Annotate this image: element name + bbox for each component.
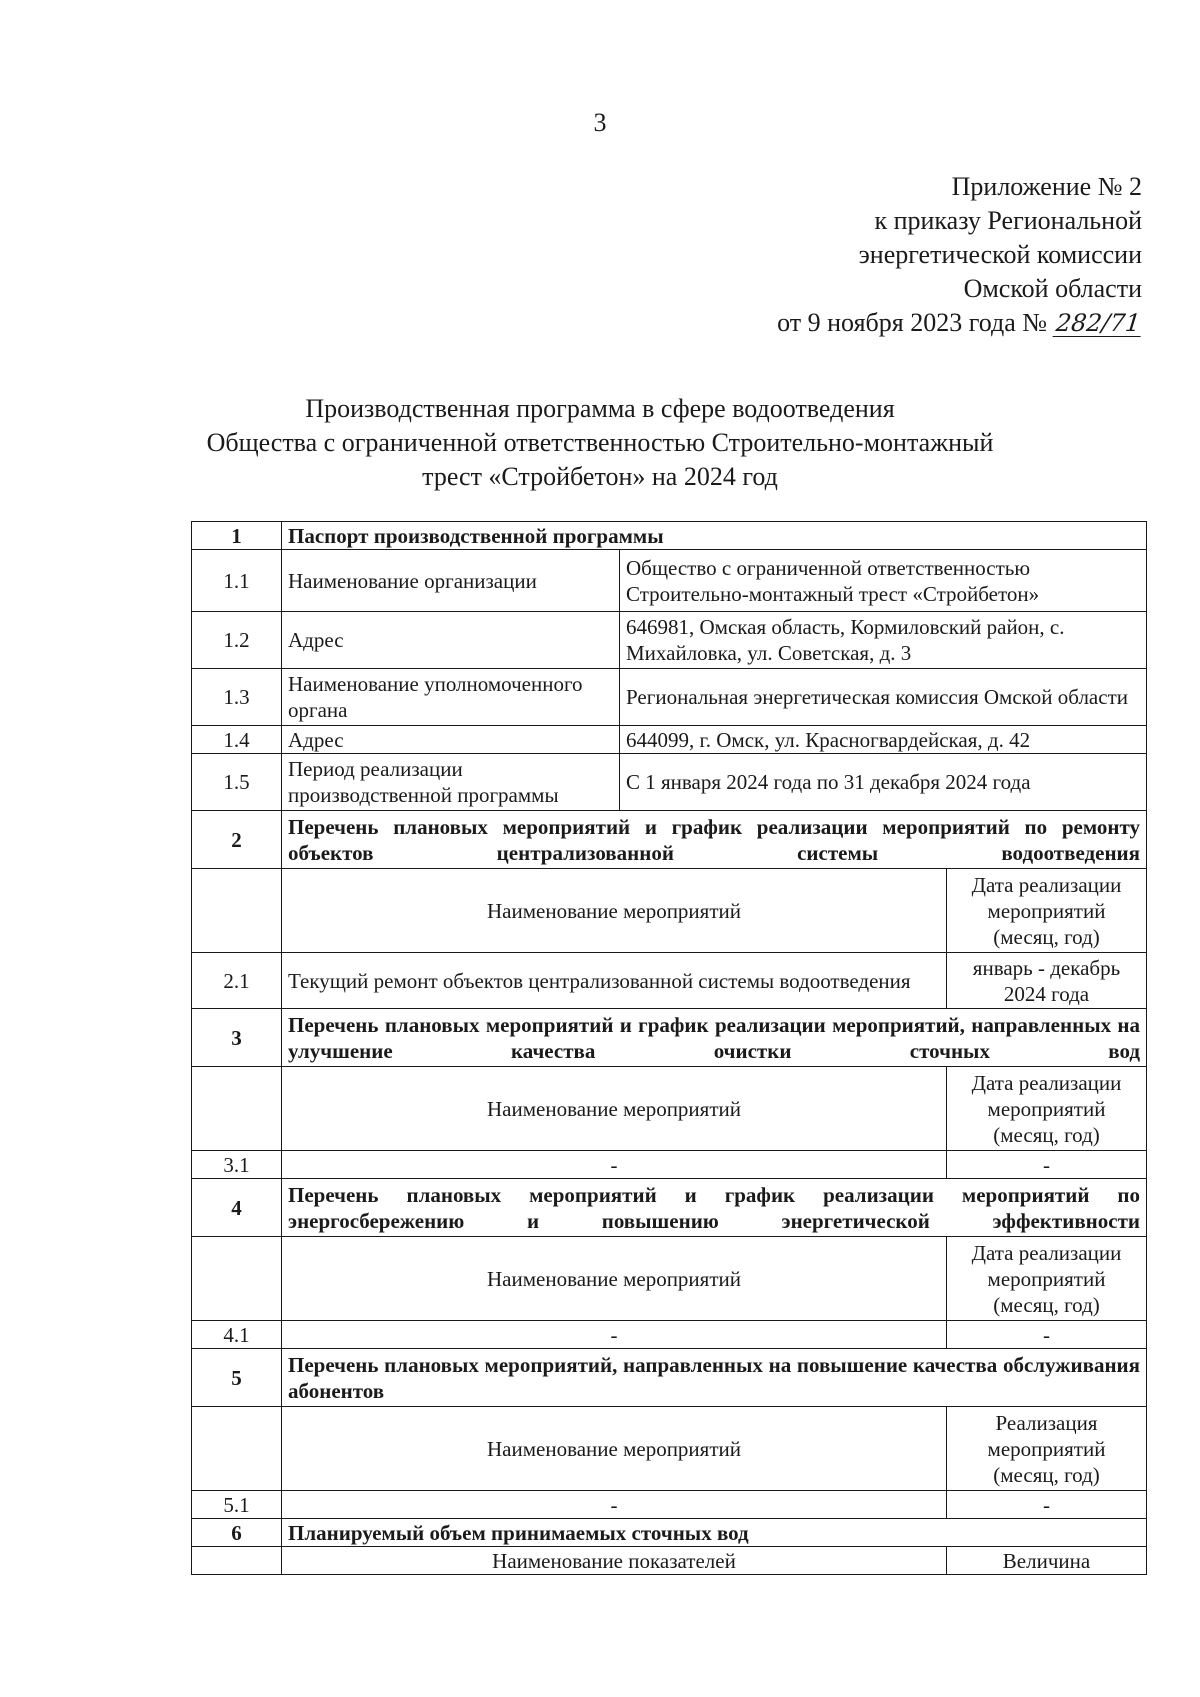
row-number: 1.4 [192, 726, 282, 754]
appendix-line-2: к приказу Региональной [874, 206, 1142, 235]
appendix-date-line [777, 306, 1142, 340]
section-3-header-row [192, 1009, 1147, 1067]
item-name: - [282, 1491, 947, 1519]
passport-row [192, 726, 1147, 754]
section-5-item-row [192, 1491, 1147, 1519]
passport-row [192, 754, 1147, 811]
empty-cell [192, 1407, 282, 1491]
item-name: - [282, 1151, 947, 1179]
passport-row [192, 550, 1147, 612]
row-value: 644099, г. Омск, ул. Красногвардейская, д. 42 [620, 726, 1147, 754]
row-number: 1.2 [192, 612, 282, 669]
row-label: Период реализации производственной программы [282, 754, 620, 811]
row-number: 4.1 [192, 1321, 282, 1349]
section-1-header-row [192, 522, 1147, 550]
appendix-date-prefix: от 9 ноября 2023 года № [777, 308, 1048, 337]
column-header-name: Наименование мероприятий [282, 869, 947, 953]
row-number: 5.1 [192, 1491, 282, 1519]
section-3-heading: Перечень плановых мероприятий и график реализации мероприятий, направленных на улучшение качества очистки сточных вод [282, 1009, 1147, 1067]
row-number: 3.1 [192, 1151, 282, 1179]
row-number: 1.3 [192, 669, 282, 726]
row-value: 646981, Омская область, Кормиловский район, с. Михайловка, ул. Советская, д. 3 [620, 612, 1147, 669]
section-3-number: 3 [192, 1009, 282, 1067]
item-name: Текущий ремонт объектов централизованной системы водоотведения [282, 953, 947, 1009]
empty-cell [192, 1067, 282, 1151]
section-3-column-header-row [192, 1067, 1147, 1151]
row-value: Общество с ограниченной ответственностью Строительно-монтажный трест «Стройбетон» [620, 550, 1147, 612]
row-number: 2.1 [192, 953, 282, 1009]
section-1-heading: Паспорт производственной программы [282, 522, 1147, 550]
section-2-item-row [192, 953, 1147, 1009]
column-header-name: Наименование мероприятий [282, 1407, 947, 1491]
row-label: Адрес [282, 612, 620, 669]
document-title [0, 392, 1200, 494]
section-6-heading: Планируемый объем принимаемых сточных вод [282, 1519, 1147, 1547]
appendix-line-4: Омской области [963, 274, 1142, 303]
passport-row [192, 612, 1147, 669]
page-number: 3 [593, 108, 607, 137]
section-6-header-row [192, 1519, 1147, 1547]
section-4-number: 4 [192, 1179, 282, 1237]
row-number: 1.5 [192, 754, 282, 811]
column-header-date: Дата реализации мероприятий (месяц, год) [947, 869, 1147, 953]
title-line-2: Общества с ограниченной ответственностью Строительно-монтажный [206, 428, 994, 457]
handwritten-order-number: 282/71 [1054, 309, 1142, 337]
item-date: - [947, 1491, 1147, 1519]
column-header-date: Дата реализации мероприятий (месяц, год) [947, 1067, 1147, 1151]
item-name: - [282, 1321, 947, 1349]
column-header-value: Величина [947, 1547, 1147, 1575]
section-4-column-header-row [192, 1237, 1147, 1321]
row-label: Наименование уполномоченного органа [282, 669, 620, 726]
section-5-heading: Перечень плановых мероприятий, направленных на повышение качества обслуживания абонентов [282, 1349, 1147, 1407]
section-2-number: 2 [192, 811, 282, 869]
item-date: январь - декабрь 2024 года [947, 953, 1147, 1009]
section-2-heading: Перечень плановых мероприятий и график реализации мероприятий по ремонту объектов централизованной системы водоотведения [282, 811, 1147, 869]
section-5-column-header-row [192, 1407, 1147, 1491]
row-number: 1.1 [192, 550, 282, 612]
column-header-date: Реализация мероприятий (месяц, год) [947, 1407, 1147, 1491]
empty-cell [192, 1237, 282, 1321]
section-4-heading: Перечень плановых мероприятий и график реализации мероприятий по энергосбережению и повышению энергетической эффективности [282, 1179, 1147, 1237]
section-1-number: 1 [192, 522, 282, 550]
section-2-column-header-row [192, 869, 1147, 953]
section-6-number: 6 [192, 1519, 282, 1547]
section-4-item-row [192, 1321, 1147, 1349]
item-date: - [947, 1151, 1147, 1179]
item-date: - [947, 1321, 1147, 1349]
empty-cell [192, 1547, 282, 1575]
section-6-column-header-row [192, 1547, 1147, 1575]
section-5-header-row [192, 1349, 1147, 1407]
appendix-header [777, 170, 1142, 340]
section-5-number: 5 [192, 1349, 282, 1407]
section-3-item-row [192, 1151, 1147, 1179]
empty-cell [192, 869, 282, 953]
section-2-header-row [192, 811, 1147, 869]
appendix-line-1: Приложение № 2 [951, 172, 1142, 201]
column-header-date: Дата реализации мероприятий (месяц, год) [947, 1237, 1147, 1321]
row-label: Наименование организации [282, 550, 620, 612]
column-header-name: Наименование мероприятий [282, 1067, 947, 1151]
column-header-name: Наименование показателей [282, 1547, 947, 1575]
section-4-header-row [192, 1179, 1147, 1237]
production-program-table [191, 521, 1147, 1575]
row-value: С 1 января 2024 года по 31 декабря 2024 года [620, 754, 1147, 811]
title-line-3: трест «Стройбетон» на 2024 год [422, 462, 778, 491]
appendix-line-3: энергетической комиссии [858, 240, 1142, 269]
title-line-1: Производственная программа в сфере водоотведения [305, 394, 895, 423]
passport-row [192, 669, 1147, 726]
column-header-name: Наименование мероприятий [282, 1237, 947, 1321]
row-value: Региональная энергетическая комиссия Омской области [620, 669, 1147, 726]
row-label: Адрес [282, 726, 620, 754]
